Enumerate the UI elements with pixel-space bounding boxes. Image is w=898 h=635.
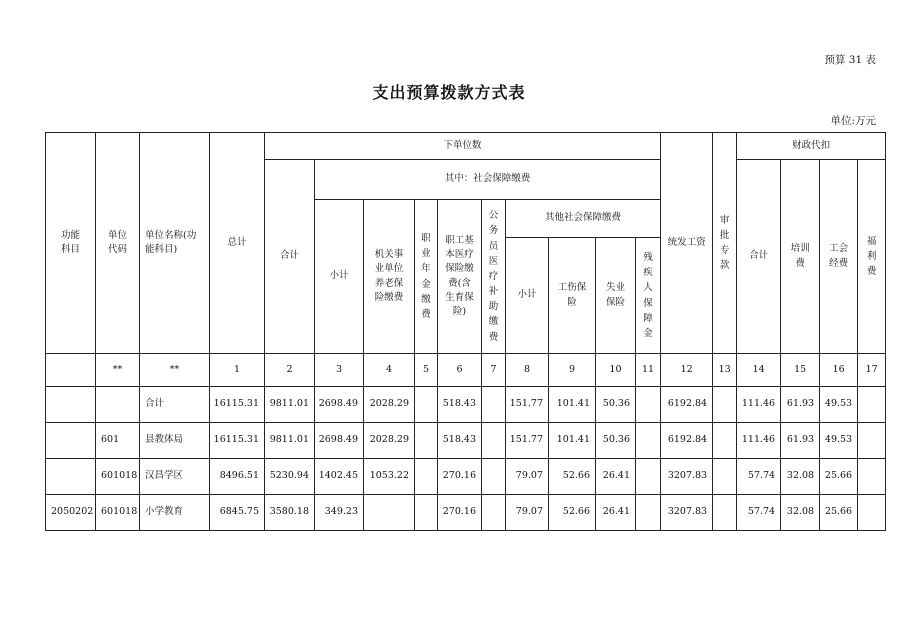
table-cell: 6192.84: [661, 423, 713, 459]
column-index-cell: 7: [482, 354, 506, 387]
table-cell: 3207.83: [661, 459, 713, 495]
column-index-cell: **: [96, 354, 140, 387]
header-civil-medical: 公 务 员 医 疗 补 助 缴 费: [482, 200, 506, 354]
table-cell: 101.41: [549, 387, 596, 423]
column-index-cell: 17: [858, 354, 886, 387]
table-row: [46, 387, 886, 423]
table-cell: 270.16: [438, 459, 482, 495]
table-cell: 16115.31: [210, 387, 265, 423]
table-row: [46, 459, 886, 495]
table-cell: 6192.84: [661, 387, 713, 423]
budget-table: [45, 132, 886, 531]
table-row: [46, 495, 886, 531]
header-other-subtotal: 小计: [506, 238, 549, 354]
header-disabled: 残 疾 人 保 障 金: [636, 238, 661, 354]
table-cell: [636, 459, 661, 495]
table-cell: 111.46: [737, 387, 781, 423]
column-index-cell: 3: [315, 354, 364, 387]
table-cell: 601018: [96, 459, 140, 495]
table-cell: 111.46: [737, 423, 781, 459]
table-cell: [482, 495, 506, 531]
table-cell: [636, 387, 661, 423]
header-training: 培训 费: [781, 160, 820, 354]
table-cell: [482, 423, 506, 459]
table-cell: 26.41: [596, 495, 636, 531]
table-cell: [364, 495, 415, 531]
header-func-subject: 功能 科目: [46, 133, 96, 354]
table-cell: [713, 459, 737, 495]
table-cell: 9811.01: [265, 387, 315, 423]
header-injury: 工伤保 险: [549, 238, 596, 354]
table-cell: 25.66: [820, 459, 858, 495]
table-cell: 49.53: [820, 423, 858, 459]
header-pension: 机关事 业单位 养老保 险缴费: [364, 200, 415, 354]
column-index-cell: 16: [820, 354, 858, 387]
table-cell: 县教体局: [140, 423, 210, 459]
table-cell: 601: [96, 423, 140, 459]
unit-label: 单位:万元: [830, 115, 876, 127]
table-cell: [482, 387, 506, 423]
table-cell: [858, 495, 886, 531]
table-row: [46, 423, 886, 459]
column-index-cell: 5: [415, 354, 438, 387]
table-cell: [636, 423, 661, 459]
table-cell: 151.77: [506, 387, 549, 423]
header-salary: 统发工资: [661, 133, 713, 354]
table-cell: 25.66: [820, 495, 858, 531]
table-cell: 349.23: [315, 495, 364, 531]
header-other-social: 其他社会保障缴费: [506, 200, 661, 238]
table-cell: [46, 459, 96, 495]
table-cell: 79.07: [506, 495, 549, 531]
table-cell: [46, 423, 96, 459]
table-cell: [858, 387, 886, 423]
table-cell: 5230.94: [265, 459, 315, 495]
table-cell: 32.08: [781, 459, 820, 495]
table-cell: 3580.18: [265, 495, 315, 531]
table-cell: 49.53: [820, 387, 858, 423]
column-index-cell: 1: [210, 354, 265, 387]
column-index-cell: 13: [713, 354, 737, 387]
table-cell: 57.74: [737, 495, 781, 531]
table-cell: 3207.83: [661, 495, 713, 531]
table-cell: 小学教育: [140, 495, 210, 531]
table-cell: [415, 495, 438, 531]
header-subtotal: 合计: [265, 160, 315, 354]
header-approve: 审 批 专 款: [713, 133, 737, 354]
table-cell: 合计: [140, 387, 210, 423]
column-index-row: [46, 354, 886, 387]
table-cell: 50.36: [596, 423, 636, 459]
table-cell: [713, 495, 737, 531]
header-union: 工会 经费: [820, 160, 858, 354]
table-cell: 151.77: [506, 423, 549, 459]
header-social-security: 其中：社会保障缴费: [315, 160, 661, 200]
header-welfare: 福 利 费: [858, 160, 886, 354]
column-index-cell: 14: [737, 354, 781, 387]
column-index-cell: 4: [364, 354, 415, 387]
column-index-cell: 11: [636, 354, 661, 387]
table-number: 预算 31 表: [824, 54, 876, 66]
column-index-cell: 8: [506, 354, 549, 387]
table-cell: 79.07: [506, 459, 549, 495]
page-title: 支出预算拨款方式表: [372, 83, 526, 102]
header-medical: 职工基 本医疗 保险缴 费(含 生育保 险): [438, 200, 482, 354]
table-cell: 50.36: [596, 387, 636, 423]
table-cell: 601018: [96, 495, 140, 531]
table-cell: 1402.45: [315, 459, 364, 495]
table-cell: [713, 387, 737, 423]
header-annuity: 职 业 年 金 缴 费: [415, 200, 438, 354]
table-cell: 57.74: [737, 459, 781, 495]
table-cell: 1053.22: [364, 459, 415, 495]
header-fiscal: 财政代扣: [737, 133, 886, 160]
table-cell: 270.16: [438, 495, 482, 531]
header-fiscal-subtotal: 合计: [737, 160, 781, 354]
table-cell: 2698.49: [315, 423, 364, 459]
column-index-cell: 9: [549, 354, 596, 387]
column-index-cell: 2: [265, 354, 315, 387]
header-lower-units: 下单位数: [265, 133, 661, 160]
table-cell: [415, 423, 438, 459]
column-index-cell: **: [140, 354, 210, 387]
table-cell: [415, 459, 438, 495]
table-cell: 32.08: [781, 495, 820, 531]
column-index-cell: [46, 354, 96, 387]
table-cell: 101.41: [549, 423, 596, 459]
table-cell: 518.43: [438, 387, 482, 423]
table-cell: 52.66: [549, 495, 596, 531]
column-index-cell: 12: [661, 354, 713, 387]
header-social-subtotal: 小计: [315, 200, 364, 354]
table-cell: [858, 459, 886, 495]
table-cell: [858, 423, 886, 459]
table-cell: 61.93: [781, 387, 820, 423]
table-cell: 2028.29: [364, 387, 415, 423]
table-cell: 26.41: [596, 459, 636, 495]
column-index-cell: 15: [781, 354, 820, 387]
table-cell: 61.93: [781, 423, 820, 459]
table-cell: [713, 423, 737, 459]
column-index-cell: 6: [438, 354, 482, 387]
table-cell: [415, 387, 438, 423]
header-unit-code: 单位 代码: [96, 133, 140, 354]
header-total: 总计: [210, 133, 265, 354]
header-unit-name: 单位名称(功 能科目): [140, 133, 210, 354]
header-unemployment: 失业 保险: [596, 238, 636, 354]
table-cell: [46, 387, 96, 423]
table-cell: 52.66: [549, 459, 596, 495]
table-cell: 9811.01: [265, 423, 315, 459]
table-cell: 6845.75: [210, 495, 265, 531]
table-cell: 2028.29: [364, 423, 415, 459]
column-index-cell: 10: [596, 354, 636, 387]
table-cell: 8496.51: [210, 459, 265, 495]
table-cell: 汉昌学区: [140, 459, 210, 495]
table-cell: [96, 387, 140, 423]
table-cell: [636, 495, 661, 531]
table-cell: 2698.49: [315, 387, 364, 423]
table-cell: 2050202: [46, 495, 96, 531]
table-cell: [482, 459, 506, 495]
table-cell: 518.43: [438, 423, 482, 459]
table-cell: 16115.31: [210, 423, 265, 459]
